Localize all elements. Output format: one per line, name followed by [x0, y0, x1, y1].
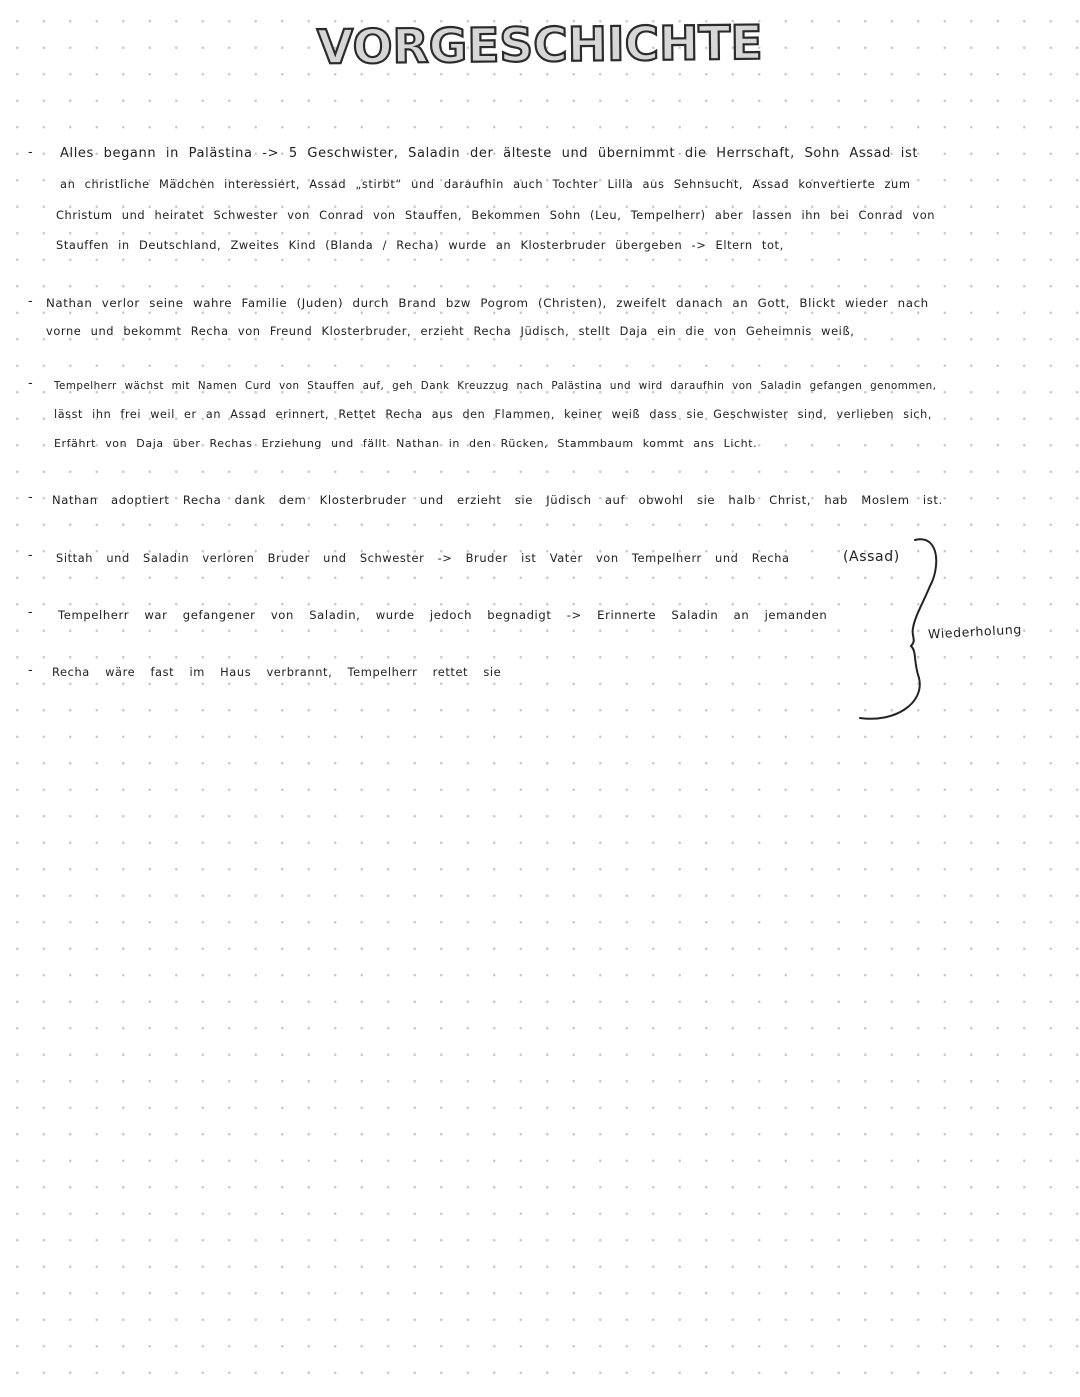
text-line: Recha wäre fast im Haus verbrannt, Tempelherr rettet sie [52, 665, 502, 679]
text-line: Nathan adoptiert Recha dank dem Klosterbruder und erzieht sie Jüdisch auf obwohl sie halb Christ, hab Moslem ist. [52, 493, 943, 507]
side-note: (Assad) [843, 549, 900, 565]
text-line: vorne und bekommt Recha von Freund Klosterbruder, erzieht Recha Jüdisch, stellt Daja ein die von Geheimnis weiß, [46, 324, 855, 338]
bullet-dash: - [28, 548, 33, 563]
title-container [0, 15, 1080, 76]
text-line: Tempelherr wächst mit Namen Curd von Stauffen auf, geh Dank Kreuzzug nach Palästina und wird daraufhin von Saladin gefangen genommen, [54, 380, 937, 392]
bracket-label: Wiederholung [927, 621, 1023, 642]
text-line: Erfährt von Daja über Rechas Erziehung und fällt Nathan in den Rücken, Stammbaum kommt ans Licht. [54, 437, 758, 450]
text-line: Stauffen in Deutschland, Zweites Kind (Blanda / Recha) wurde an Klosterbruder übergeben -> Eltern tot, [56, 238, 784, 252]
text-line: Tempelherr war gefangener von Saladin, wurde jedoch begnadigt -> Erinnerte Saladin an jemanden [58, 608, 828, 622]
bullet-dash: - [28, 490, 33, 505]
text-line: Sittah und Saladin verloren Bruder und Schwester -> Bruder ist Vater von Tempelherr und Recha [56, 551, 790, 565]
bullet-dash: - [28, 663, 33, 678]
bullet-dash: - [28, 376, 33, 391]
bullet-dash: - [28, 294, 33, 309]
page-title: VORGESCHICHTE [316, 15, 764, 76]
text-line: an christliche Mädchen interessiert, Assad „stirbt“ und daraufhin auch Tochter Lilla aus Sehnsucht, Assad konvertierte zum [60, 177, 911, 191]
text-line: lässt ihn frei weil er an Assad erinnert, Rettet Recha aus den Flammen, keiner weiß dass sie Geschwister sind, verlieben sich, [54, 408, 933, 421]
text-line: Alles begann in Palästina -> 5 Geschwister, Saladin der älteste und übernimmt die Herrschaft, Sohn Assad ist [60, 146, 919, 161]
bullet-dash: - [28, 145, 33, 160]
text-line: Nathan verlor seine wahre Familie (Juden) durch Brand bzw Pogrom (Christen), zweifelt danach an Gott, Blickt wieder nach [46, 296, 929, 310]
bullet-dash: - [28, 605, 33, 620]
text-line: Christum und heiratet Schwester von Conrad von Stauffen, Bekommen Sohn (Leu, Tempelherr) aber lassen ihn bei Conrad von [56, 208, 936, 222]
